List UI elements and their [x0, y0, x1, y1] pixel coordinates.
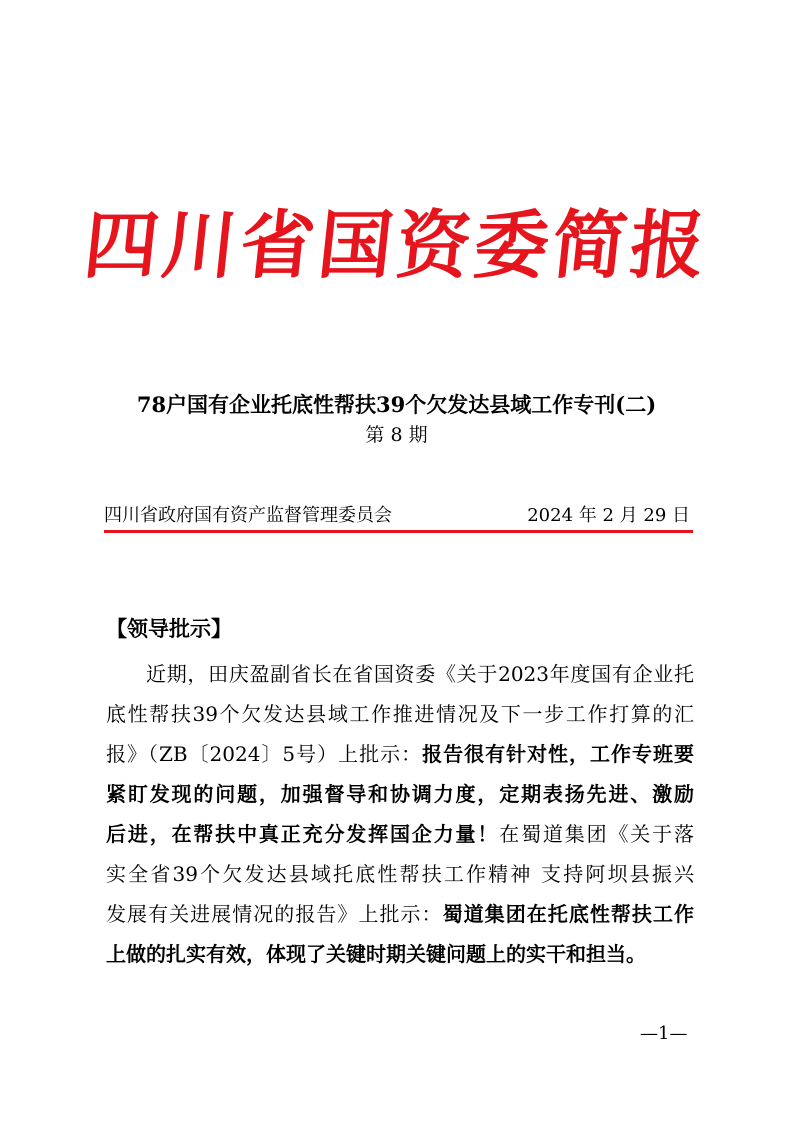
body-line — [106, 774, 694, 814]
body-line — [106, 694, 694, 734]
body-text-emphasis: 报告很有针对性，工作专班要 — [422, 742, 695, 766]
body-line — [106, 854, 694, 894]
body-text: 报》（ZB〔2024〕5号）上批示： — [106, 742, 423, 766]
body-line — [106, 934, 694, 974]
issue-number: 第 8 期 — [365, 424, 428, 446]
body-text-emphasis: 后进，在帮扶中真正充分发挥国企力量！ — [106, 822, 500, 846]
body-text: 发展有关进展情况的报告》上批示： — [106, 902, 443, 926]
body-text: 实全省39个欠发达县域托底性帮扶工作精神 支持阿坝县振兴 — [106, 862, 694, 886]
red-divider — [104, 530, 693, 533]
body-line — [106, 894, 694, 934]
masthead-title: 四川省国资委简报 — [79, 203, 714, 289]
body-text-emphasis: 蜀道集团在托底性帮扶工作 — [442, 902, 695, 926]
body-line — [106, 814, 694, 854]
body-text: 近期，田庆盈副省长在省国资委《关于2023年度国有企业托 — [146, 662, 694, 686]
section-heading: 【领导批示】 — [106, 617, 232, 641]
body-text-emphasis: 上做的扎实有效，体现了关键时期关键问题上的实干和担当。 — [106, 942, 646, 966]
body-text: 底性帮扶39个欠发达县域工作推进情况及下一步工作打算的汇 — [106, 702, 694, 726]
issue-title: 78户国有企业托底性帮扶39个欠发达县域工作专刊(二) — [136, 392, 657, 417]
publisher-name: 四川省政府国有资产监督管理委员会 — [104, 505, 392, 526]
body-line — [106, 734, 694, 774]
body-line — [146, 654, 694, 694]
body-text: 在蜀道集团《关于落 — [499, 822, 695, 846]
body-text-emphasis: 紧盯发现的问题，加强督导和协调力度，定期表扬先进、激励 — [106, 782, 694, 806]
page-number: —1— — [640, 1023, 688, 1044]
issue-date: 2024 年 2 月 29 日 — [527, 505, 690, 526]
publisher-line — [104, 502, 692, 530]
